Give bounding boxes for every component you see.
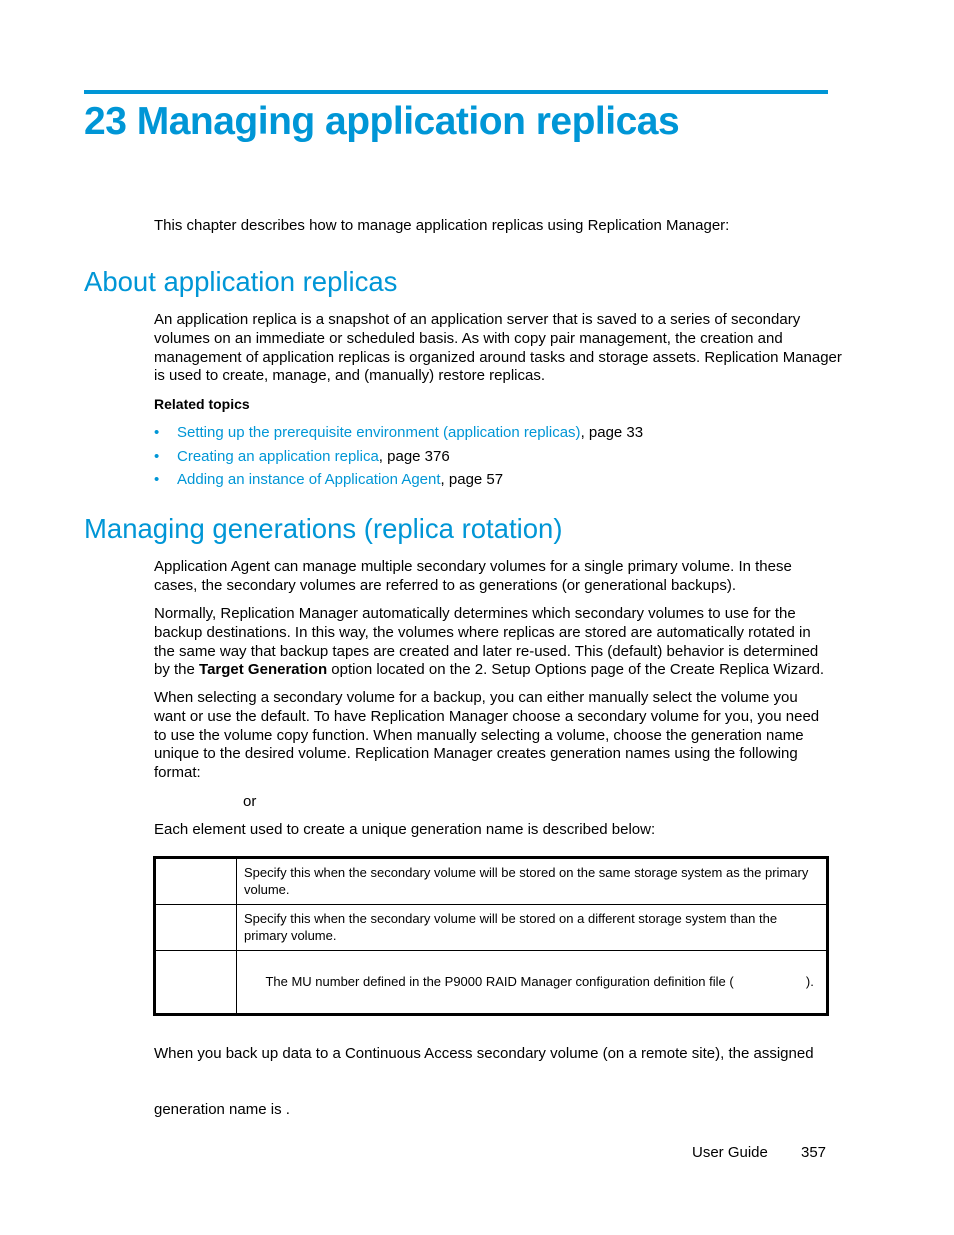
cell-line: volume. — [244, 881, 290, 897]
table-row — [155, 951, 828, 1015]
bullet-icon: • — [154, 471, 160, 488]
generations-paragraph-1 — [154, 558, 830, 596]
related-topic-link[interactable]: Adding an instance of Application Agent — [177, 471, 441, 488]
cell-line: primary volume. — [244, 927, 337, 943]
text-line: the same way that backup tapes are created and later re-used. This (default) behavior is determined — [154, 642, 819, 660]
table-key-cell — [155, 858, 237, 905]
text-line: Each element used to create a unique generation name is described below: — [154, 821, 656, 838]
generations-paragraph-2 — [154, 605, 830, 680]
footer-page-number: 357 — [801, 1144, 827, 1161]
section-heading-generations: Managing generations (replica rotation) — [84, 513, 563, 544]
text-line: Normally, Replication Manager automatically determines which secondary volumes to use for the — [154, 605, 796, 622]
chapter-intro: This chapter describes how to manage application replicas using Replication Manager: — [154, 217, 730, 234]
table-row — [155, 858, 828, 905]
generations-paragraph-3 — [154, 689, 830, 783]
table-key-cell — [155, 951, 237, 1015]
text-line: backup destinations. In this way, the volumes where replicas are stored are automatically rotated in — [154, 623, 811, 641]
text-run: by the — [154, 661, 200, 679]
generation-elements-table — [153, 856, 829, 1016]
text-line: is used to create, manage, and (manually) restore replicas. — [154, 367, 546, 385]
table-row — [155, 905, 828, 951]
target-generation-term: Target Generation — [199, 661, 328, 679]
text-line: cases, the secondary volumes are referred to as generations (or generational backups). — [154, 576, 736, 594]
text-run: option located on the 2. Setup Options page of the Create Replica Wizard. — [327, 661, 825, 679]
text-line: want or use the default. To have Replication Manager choose a secondary volume for you, you need — [154, 707, 820, 725]
chapter-title: 23 Managing application replicas — [84, 100, 680, 143]
text-line: An application replica is a snapshot of an application server that is saved to a series of secondary — [154, 311, 801, 328]
section-heading-about: About application replicas — [84, 266, 398, 297]
related-topics-list — [154, 421, 643, 492]
text-line: Application Agent can manage multiple secondary volumes for a single primary volume. In these — [154, 558, 792, 575]
page-reference: , page 376 — [378, 447, 450, 465]
text-line: When you back up data to a Continuous Access secondary volume (on a remote site), the assigned — [154, 1044, 814, 1062]
table-desc-cell — [237, 858, 828, 905]
text-line: When selecting a secondary volume for a backup, you can either manually select the volume you — [154, 689, 798, 706]
cell-line: The MU number defined in the P9000 RAID Manager configuration definition file ( ). — [265, 973, 814, 989]
text-line: unique to the desired volume. Replication Manager creates generation names using the following — [154, 745, 798, 763]
related-topic-item — [154, 445, 643, 469]
bullet-icon: • — [154, 424, 160, 441]
text-line: format: — [154, 764, 201, 782]
table-desc-cell — [237, 905, 828, 951]
table-desc-cell — [237, 951, 828, 1015]
related-topic-link[interactable]: Creating an application replica — [177, 447, 379, 465]
related-topics-label: Related topics — [154, 396, 250, 412]
table-key-cell — [155, 905, 237, 951]
cell-line: Specify this when the secondary volume will be stored on the same storage system as the primary — [244, 865, 809, 880]
generations-paragraph-5 — [154, 1007, 830, 1139]
format-or-text: or — [243, 793, 257, 810]
page-reference: , page 57 — [440, 471, 504, 488]
text-line: management of application replicas is organized around tasks and storage assets. Replication Manager — [154, 348, 842, 366]
title-rule — [84, 90, 828, 94]
generations-paragraph-4 — [154, 821, 830, 840]
related-topic-item — [154, 468, 643, 492]
about-paragraph — [154, 311, 842, 386]
cell-line: Specify this when the secondary volume will be stored on a different storage system than the — [244, 911, 778, 926]
footer-guide-label: User Guide — [692, 1144, 768, 1161]
text-line: generation name is . — [154, 1100, 290, 1118]
text-line: volumes on an immediate or scheduled basis. As with copy pair management, the creation and — [154, 329, 783, 347]
text-line — [154, 661, 830, 680]
page-reference: , page 33 — [580, 424, 644, 441]
related-topic-item — [154, 421, 643, 445]
text-line: to use the volume copy function. When manually selecting a volume, choose the generation name — [154, 726, 804, 744]
related-topic-link[interactable]: Setting up the prerequisite environment (application replicas) — [177, 424, 581, 441]
bullet-icon: • — [154, 447, 160, 465]
